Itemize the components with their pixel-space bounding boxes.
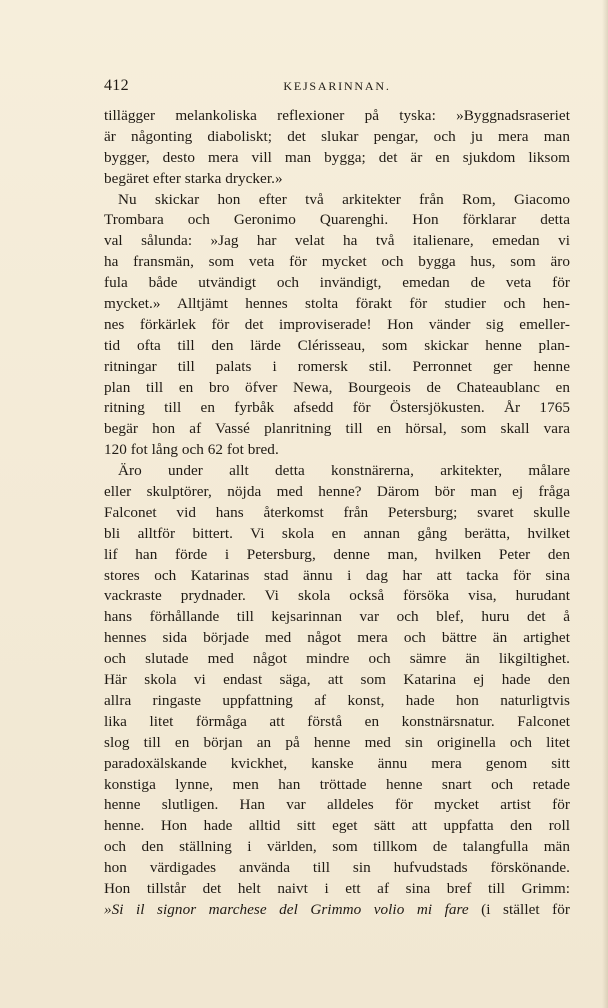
text-line: tid ofta till den lärde Clérisseau, som skickar henne plan- — [104, 336, 570, 354]
text-line: stores och Katarinas stad ännu i dag har att tacka för sina — [104, 566, 570, 584]
text-line: mycket.» Alltjämt hennes stolta förakt för studier och hen- — [104, 295, 570, 313]
text-line: Falconet vid hans återkomst från Petersburg; svaret skulle — [104, 503, 570, 521]
text-line: tillägger melankoliska reflexioner på tyska: »Byggnadsraseriet — [104, 107, 570, 124]
text-line: lif han förde i Petersburg, denne man, hvilken Peter den — [104, 545, 570, 563]
text-line: 120 fot lång och 62 fot bred. — [104, 441, 279, 459]
text-line: henne slutligen. Han var alldeles för mycket artist för — [104, 796, 570, 814]
text-line: allra ringaste uppfattning af konst, hade hon naturligtvis — [104, 691, 570, 709]
text-line: ritningar till palats i romersk stil. Perronnet ger henne — [104, 357, 570, 375]
text-line: och slutade med något mindre och sämre än likgiltighet. — [104, 650, 570, 668]
text-line: nes förkärlek för det improviserade! Hon vänder sig emeller- — [104, 315, 570, 333]
text-line: är någonting diaboliskt; det slukar pengar, och ju mera man — [104, 127, 570, 145]
text-run: (i stället för — [481, 900, 570, 918]
text-line: hans förhållande till kejsarinnan var och blef, huru det å — [104, 608, 570, 626]
text-line: fula både utvändigt och invändigt, emedan de veta för — [104, 274, 570, 292]
text-line-mixed — [104, 900, 570, 921]
text-line: bli alltför bittert. Vi skola en annan gång berätta, hvilket — [104, 524, 570, 542]
text-line: hennes sida började med något mera och bättre än artighet — [104, 629, 570, 647]
text-line: ha fransmän, som veta för mycket och bygga hus, som äro — [104, 253, 570, 271]
text-line: begär hon af Vassé planritning till en hörsal, som skall vara — [104, 420, 570, 438]
italic-quote: »Si il signor marchese del Grimmo volio mi fare — [104, 900, 469, 918]
text-line: konstiga lynne, men han tröttade henne snart och retade — [104, 775, 570, 793]
text-line: slog till en början an på henne med sin originella och litet — [104, 733, 570, 751]
page-edge-shadow — [602, 0, 608, 1008]
text-line: ritning till en fyrbåk afsedd för Östersjökusten. År 1765 — [104, 399, 570, 417]
text-line: begäret efter starka drycker.» — [104, 169, 283, 187]
text-line: Hon tillstår det helt naivt i ett af sina bref till Grimm: — [104, 879, 570, 897]
body-text — [104, 106, 570, 921]
text-line: vackraste prydnader. Vi skola också försöka visa, hurudant — [104, 587, 570, 605]
text-line: Här skola vi endast säga, att som Katarina ej hade den — [104, 671, 570, 689]
page-header — [104, 77, 570, 97]
text-line: paradoxälskande kvickhet, kanske ännu mera genom sitt — [104, 754, 570, 772]
text-line: lika litet förmåga att förstå en konstnärsnatur. Falconet — [104, 712, 570, 730]
text-line: eller skulptörer, nöjda med henne? Därom bör man ej fråga — [104, 483, 570, 501]
text-line: Trombara och Geronimo Quarenghi. Hon förklarar detta — [104, 211, 570, 229]
text-line: plan till en bro öfver Newa, Bourgeois de Chateaublanc en — [104, 378, 570, 396]
text-line: hon värdigades använda till sin hufvudstads förskönande. — [104, 859, 570, 877]
running-title: KEJSARINNAN. — [283, 79, 391, 93]
text-line: Nu skickar hon efter två arkitekter från Rom, Giacomo — [118, 190, 570, 208]
text-line: och den ställning i världen, som tillkom de talangfulla män — [104, 838, 570, 856]
text-line: henne. Hon hade alltid sitt eget sätt att uppfatta den roll — [104, 817, 570, 835]
text-line: bygger, desto mera vill man bygga; det är en sjukdom liksom — [104, 148, 570, 166]
text-line: Äro under allt detta konstnärerna, arkitekter, målare — [118, 462, 570, 480]
text-line: val sålunda: »Jag har velat ha två italienare, emedan vi — [104, 232, 570, 250]
page-number: 412 — [104, 77, 129, 94]
